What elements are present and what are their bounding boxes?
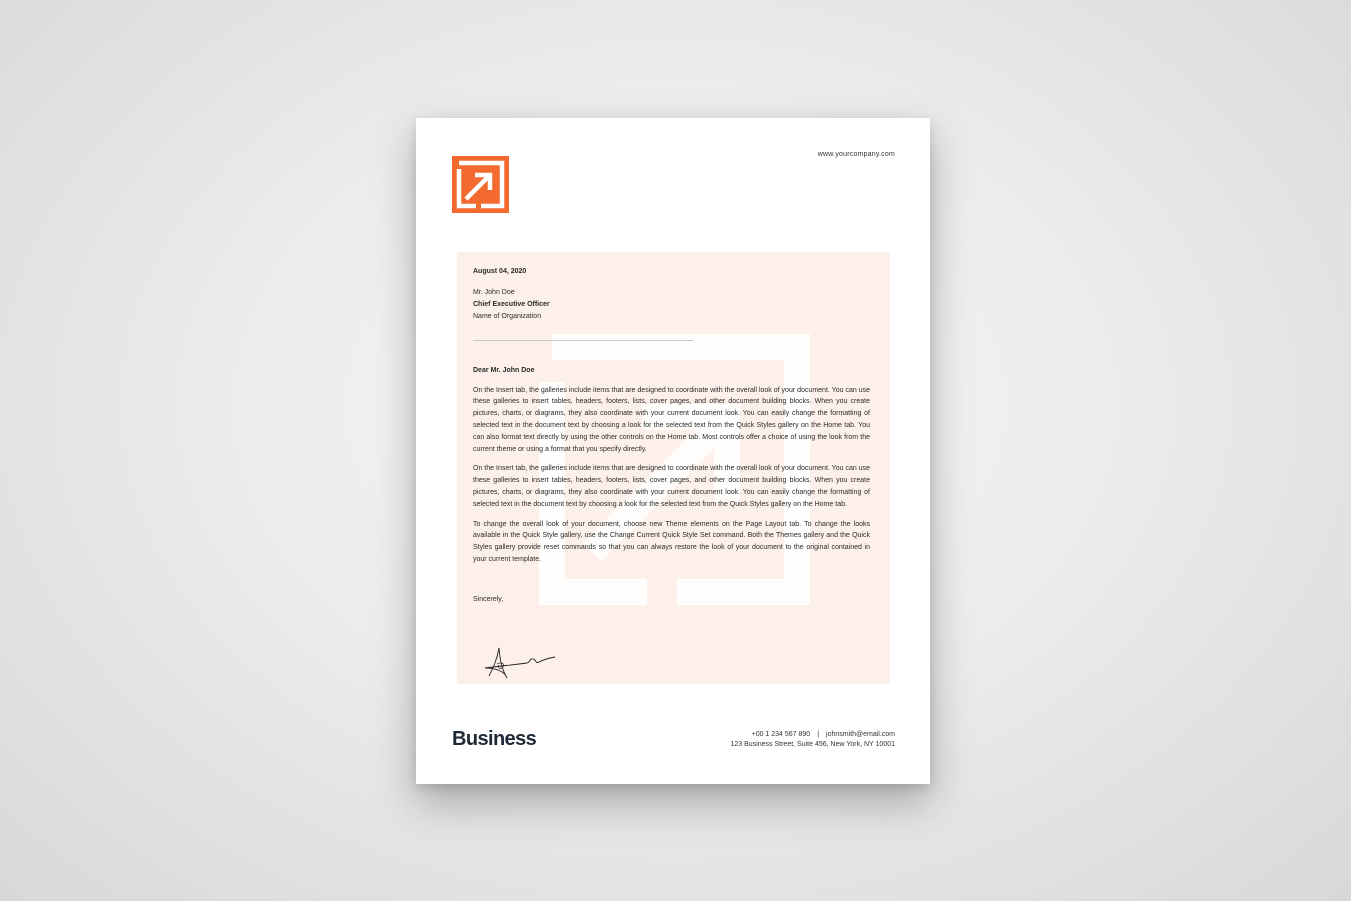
letter-date: August 04, 2020 [473,268,527,275]
body-paragraph-2: On the Insert tab, the galleries include items that are designed to coordinate with the overall look of your document. You can use these galleries to insert tables, headers, footers, lists, cover pages, and other document building blocks. When you create pictures, charts, or diagrams, they also coordinate with your current document look. You can easily change the formatting of selected text in the document text by choosing a look for the selected text from the Quick Styles gallery on the Home tab. [473,465,870,508]
letter-content [473,266,870,606]
body-paragraph-1: On the Insert tab, the galleries include items that are designed to coordinate with the overall look of your document. You can use these galleries to insert tables, headers, footers, lists, cover pages, and other document building blocks. When you create pictures, charts, or diagrams, they also coordinate with your current document look. You can easily change the formatting of selected text in the document text by choosing a look for the selected text from the Quick Styles gallery on the Home tab. You can also format text directly by using the other controls on the Home tab. Most controls offer a choice of using the look from the current theme or using a format that you specify directly. [473,386,870,453]
recipient-name: Mr. John Doe [473,288,515,296]
company-logo-icon [452,156,509,213]
phone-number: +00 1 234 567 890 [751,731,811,738]
closing: Sincerely, [473,595,504,603]
recipient-organization: Name of Organization [473,312,542,320]
recipient-block [473,287,870,323]
email-address: johnsmith@email.com [826,731,895,738]
recipient-title: Chief Executive Officer [473,300,550,308]
signature-image [479,638,559,682]
website-url: www.yourcompany.com [817,151,895,158]
contact-separator: | [817,731,820,738]
contact-info [731,730,895,750]
brand-name: Business [452,728,537,750]
street-address: 123 Business Street, Suite 456, New York, NY 10001 [730,741,895,748]
contact-line-1 [731,730,895,740]
divider-line [473,340,693,341]
salutation: Dear Mr. John Doe [473,366,535,374]
letterhead-page [416,118,930,784]
body-paragraph-3: To change the overall look of your document, choose new Theme elements on the Page Layout tab. To change the looks available in the Quick Style gallery, use the Change Current Quick Style Set command. Both the Themes gallery and the Quick Styles gallery provide reset commands so that you can always restore the look of your document to the original contained in your current template. [473,520,870,563]
letter-body-area [457,252,890,684]
